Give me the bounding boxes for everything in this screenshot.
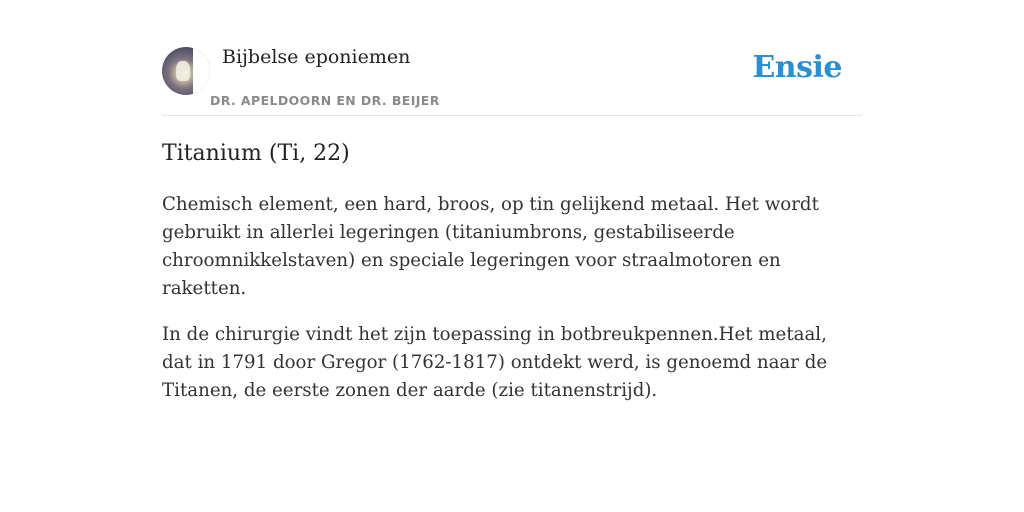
- book-cover-figure: [176, 61, 190, 81]
- book-author-link[interactable]: DR. APELDOORN EN DR. BEIJER: [210, 93, 440, 108]
- entry-content: [162, 138, 862, 423]
- entry-title: Titanium (Ti, 22): [162, 141, 350, 166]
- entry-paragraph-2: In de chirurgie vindt het zijn toepassing in botbreukpennen.Het metaal, dat in 1791 door Gregor (1762-1817) ontdekt werd, is genoemd naar de Titanen, de eerste zonen der aarde (zie titanenstrijd).: [162, 324, 828, 401]
- book-title-link[interactable]: Bijbelse eponiemen: [222, 46, 411, 68]
- book-cover-image[interactable]: [162, 47, 210, 95]
- book-header: [162, 40, 862, 116]
- entry-paragraph-1: Chemisch element, een hard, broos, op tin gelijkend metaal. Het wordt gebruikt in allerlei legeringen (titaniumbrons, gestabiliseerde chroomnikkelstaven) en speciale legeringen voor straalmotoren en raketten.: [162, 194, 819, 299]
- book-cover-mask: [193, 47, 210, 95]
- ensie-logo[interactable]: Ensie: [752, 50, 842, 85]
